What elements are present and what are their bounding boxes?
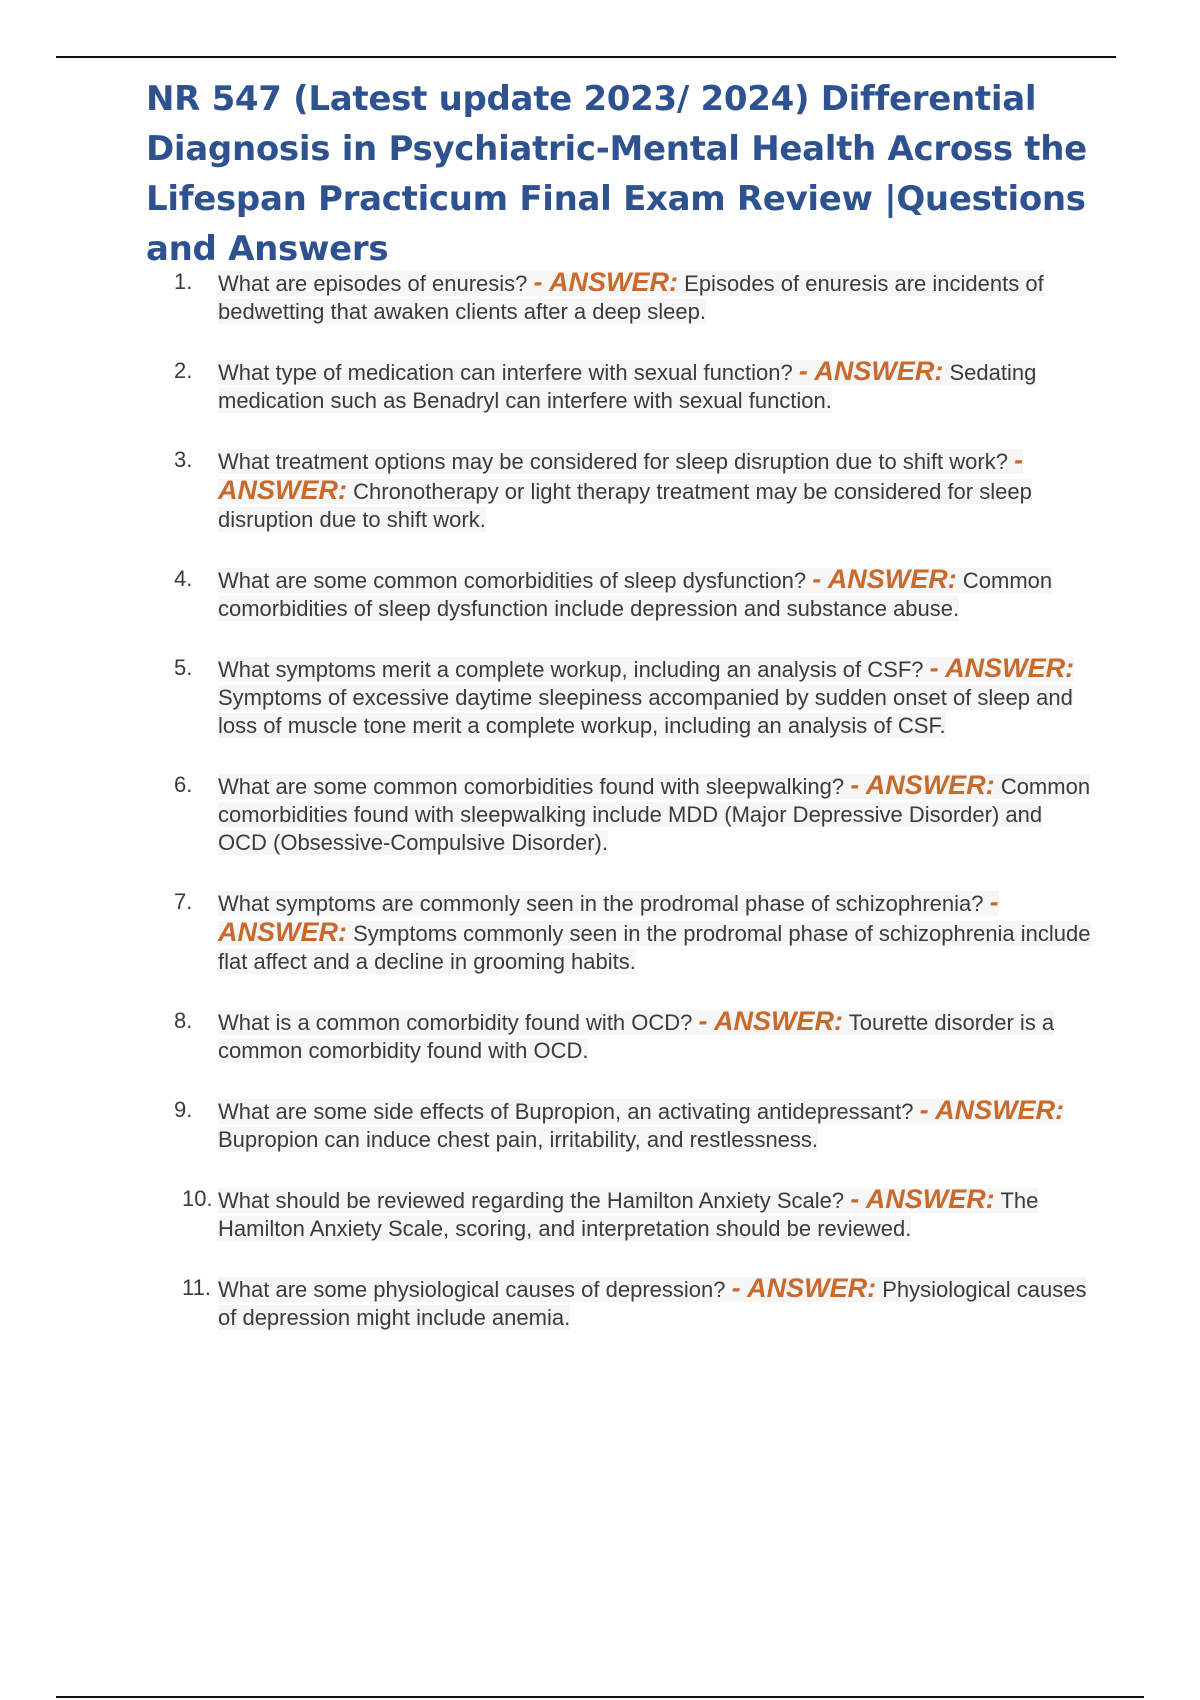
qa-item (0, 565, 1200, 623)
qa-text (218, 1273, 1087, 1330)
answer-text: The Hamilton Anxiety Scale, scoring, and interpretation should be reviewed. (218, 1188, 1039, 1241)
item-number: 4. (174, 566, 193, 591)
qa-text (218, 1184, 1039, 1241)
qa-item (0, 888, 1200, 976)
qa-item (0, 268, 1200, 326)
qa-item (0, 1007, 1200, 1065)
answer-text: Chronotherapy or light therapy treatment may be considered for sleep disruption due to shift work. (218, 479, 1032, 532)
answer-label: - ANSWER: (919, 1095, 1065, 1125)
qa-text (218, 564, 1053, 621)
bottom-rule (56, 1696, 1144, 1698)
item-number: 5. (174, 655, 193, 680)
question-text: What should be reviewed regarding the Hamilton Anxiety Scale? (218, 1188, 845, 1213)
answer-label: - ANSWER: (850, 1184, 995, 1214)
answer-label: - ANSWER: (218, 887, 999, 947)
qa-text (218, 267, 1044, 324)
answer-label: - ANSWER: (218, 445, 1024, 505)
qa-text (218, 1095, 1065, 1152)
qa-item (0, 1274, 1200, 1332)
qa-text (218, 1006, 1055, 1063)
qa-item (0, 446, 1200, 534)
qa-text (218, 445, 1032, 532)
question-text: What are some physiological causes of depression? (218, 1277, 726, 1302)
question-text: What treatment options may be considered for sleep disruption due to shift work? (218, 449, 1008, 474)
answer-text: Symptoms commonly seen in the prodromal phase of schizophrenia include flat affect and a decline in grooming habits. (218, 921, 1091, 974)
qa-text (218, 887, 1091, 974)
qa-item (0, 771, 1200, 857)
qa-text (218, 770, 1091, 855)
question-text: What is a common comorbidity found with OCD? (218, 1010, 693, 1035)
qa-list (0, 268, 1200, 1363)
item-number: 3. (174, 447, 193, 472)
qa-item (0, 1185, 1200, 1243)
item-number: 1. (174, 269, 193, 294)
answer-label: - ANSWER: (533, 267, 679, 297)
answer-label: - ANSWER: (698, 1006, 844, 1036)
answer-label: - ANSWER: (812, 564, 957, 594)
question-text: What are some common comorbidities of sleep dysfunction? (218, 568, 807, 593)
answer-text: Common comorbidities found with sleepwalking include MDD (Major Depressive Disorder) and OCD (Obsessive-Compulsive Disorder). (218, 774, 1091, 855)
qa-text (218, 356, 1037, 413)
item-number: 10. (182, 1186, 213, 1211)
question-text: What symptoms are commonly seen in the prodromal phase of schizophrenia? (218, 891, 984, 916)
qa-item (0, 357, 1200, 415)
question-text: What are some side effects of Bupropion, an activating antidepressant? (218, 1099, 914, 1124)
qa-item (0, 654, 1200, 740)
answer-label: - ANSWER: (731, 1273, 877, 1303)
answer-label: - ANSWER: (850, 770, 995, 800)
top-rule (56, 56, 1116, 58)
item-number: 9. (174, 1097, 193, 1122)
item-number: 7. (174, 889, 193, 914)
item-number: 6. (174, 772, 193, 797)
item-number: 8. (174, 1008, 193, 1033)
answer-text: Sedating medication such as Benadryl can interfere with sexual function. (218, 360, 1037, 413)
qa-item (0, 1096, 1200, 1154)
answer-text: Common comorbidities of sleep dysfunction include depression and substance abuse. (218, 568, 1053, 621)
item-number: 2. (174, 358, 193, 383)
item-number: 11. (182, 1275, 211, 1300)
answer-text: Tourette disorder is a common comorbidity found with OCD. (218, 1010, 1055, 1063)
qa-text (218, 653, 1075, 738)
answer-label: - ANSWER: (798, 356, 944, 386)
question-text: What symptoms merit a complete workup, including an analysis of CSF? (218, 657, 924, 682)
document-title: NR 547 (Latest update 2023/ 2024) Differential Diagnosis in Psychiatric-Mental Health Across the Lifespan Practicum Final Exam Review |Questions and Answers (146, 79, 1087, 269)
answer-text: Bupropion can induce chest pain, irritability, and restlessness. (218, 1127, 819, 1152)
answer-text: Symptoms of excessive daytime sleepiness accompanied by sudden onset of sleep and loss of muscle tone merit a complete workup, including an analysis of CSF. (218, 685, 1073, 738)
question-text: What type of medication can interfere with sexual function? (218, 360, 793, 385)
answer-text: Physiological causes of depression might include anemia. (218, 1277, 1087, 1330)
answer-label: - ANSWER: (929, 653, 1075, 683)
answer-text: Episodes of enuresis are incidents of bedwetting that awaken clients after a deep sleep. (218, 271, 1044, 324)
question-text: What are some common comorbidities found with sleepwalking? (218, 774, 845, 799)
question-text: What are episodes of enuresis? (218, 271, 528, 296)
